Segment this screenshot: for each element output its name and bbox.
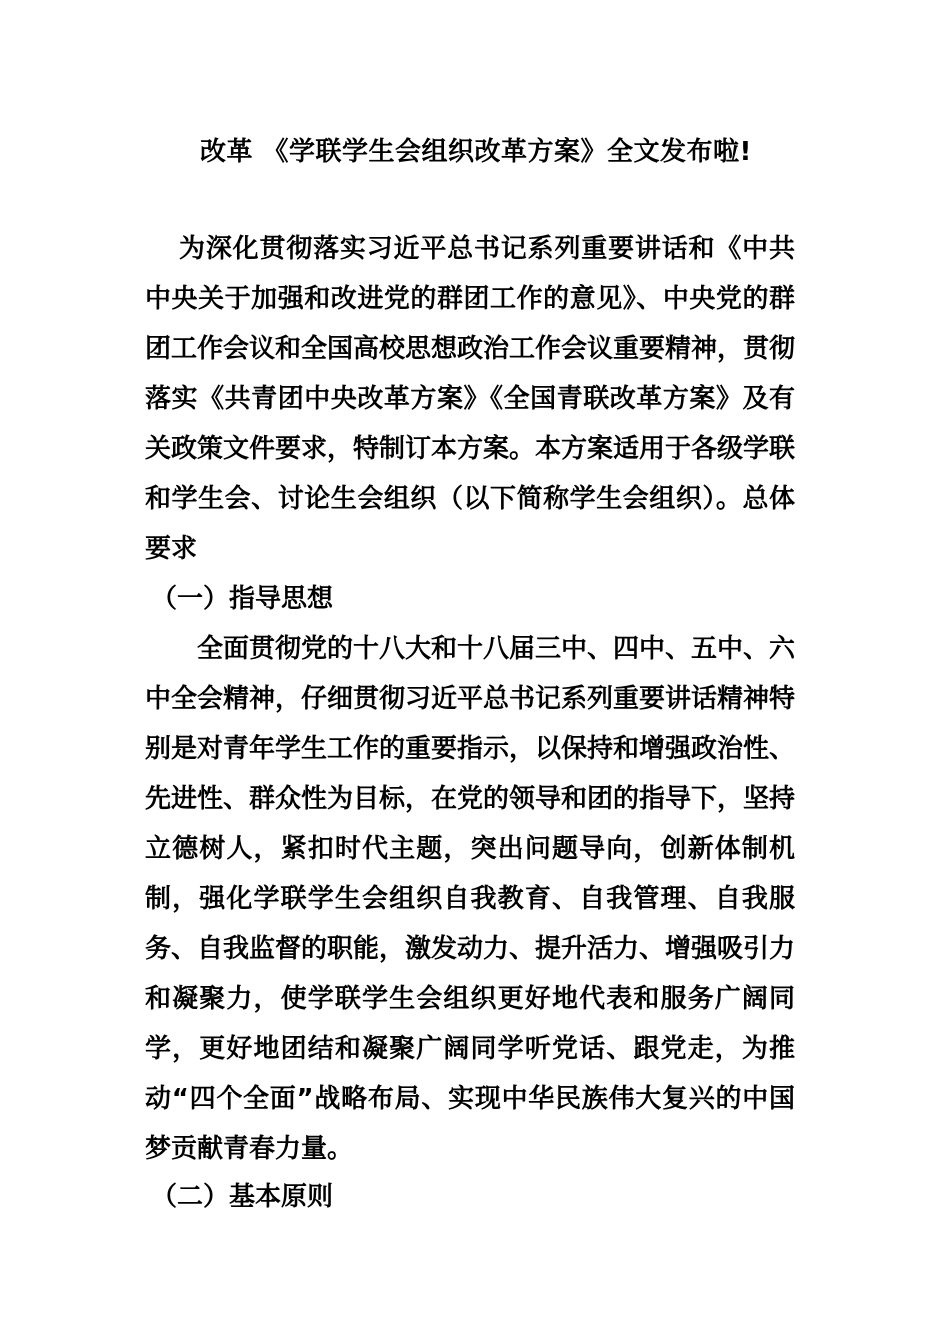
document-title: 改革 《学联学生会组织改革方案》全文发布啦! [200,137,752,167]
section-heading-block [145,574,795,624]
intro-paragraph: 为深化贯彻落实习近平总书记系列重要讲话和《中共中央关于加强和改进党的群团工作的意见》、中央党的群团工作会议和全国高校思想政治工作会议重要精神，贯彻落实《共青团中央改革方案》《全国青联改革方案》及有关政策文件要求，特制订本方案。本方案适用于各级学联和学生会、讨论生会组织（以下简称学生会组织）。总体要求 [145,234,796,564]
guiding-paragraph-block [145,624,795,1174]
guiding-paragraph: 全面贯彻党的十八大和十八届三中、四中、五中、六中全会精神，仔细贯彻习近平总书记系列重要讲话精神特别是对青年学生工作的重要指示，以保持和增强政治性、先进性、群众性为目标，在党的领导和团的指导下，坚持立德树人，紧扣时代主题，突出问题导向，创新体制机制，强化学联学生会组织自我教育、自我管理、自我服务、自我监督的职能，激发动力、提升活力、增强吸引力和凝聚力，使学联学生会组织更好地代表和服务广阔同学，更好地团结和凝聚广阔同学听党话、跟党走，为推动“四个全面”战略布局、实现中华民族伟大复兴的中国梦贡献青春力量。 [145,634,796,1164]
intro-paragraph-block [145,224,795,574]
section-heading-block-2 [145,1172,795,1222]
section-heading-guiding-ideology: （一）指导思想 [151,584,334,614]
section-heading-basic-principles: （二）基本原则 [151,1182,334,1212]
